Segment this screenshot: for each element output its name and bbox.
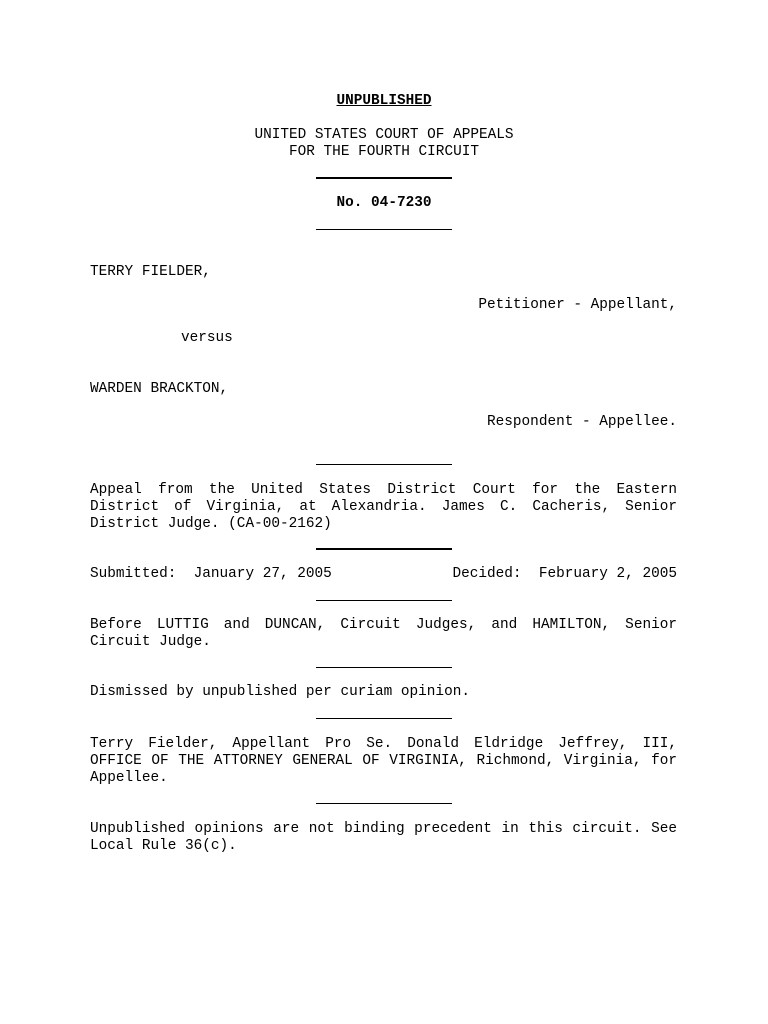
divider-rule: [316, 600, 452, 601]
versus-label: versus: [181, 330, 233, 346]
divider-rule: [316, 177, 452, 179]
decided-date: Decided: February 2, 2005: [452, 566, 677, 582]
dates-row: [90, 566, 677, 583]
notice-paragraph: Unpublished opinions are not binding precedent in this circuit. See Local Rule 36(c).: [90, 821, 677, 854]
court-name-line-2: FOR THE FOURTH CIRCUIT: [289, 144, 479, 160]
court-name-line-1: UNITED STATES COURT OF APPEALS: [254, 127, 514, 143]
divider-rule: [316, 229, 452, 230]
disposition-paragraph: Dismissed by unpublished per curiam opinion.: [90, 684, 470, 700]
divider-rule: [316, 803, 452, 804]
submitted-date: Submitted: January 27, 2005: [90, 566, 332, 582]
divider-rule: [316, 718, 452, 719]
petitioner-role: Petitioner - Appellant,: [478, 297, 677, 313]
panel-paragraph: Before LUTTIG and DUNCAN, Circuit Judges, and HAMILTON, Senior Circuit Judge.: [90, 617, 677, 650]
appeal-paragraph: Appeal from the United States District Court for the Eastern District of Virginia, at Alexandria. James C. Cacheris, Senior District Judge. (CA-00-2162): [90, 482, 677, 532]
respondent-name: WARDEN BRACKTON,: [90, 381, 229, 397]
unpublished-heading: UNPUBLISHED: [336, 93, 432, 109]
divider-rule: [316, 548, 452, 550]
counsel-paragraph: Terry Fielder, Appellant Pro Se. Donald Eldridge Jeffrey, III, OFFICE OF THE ATTORNEY GENERAL OF VIRGINIA, Richmond, Virginia, for Appellee.: [90, 736, 677, 786]
respondent-role: Respondent - Appellee.: [487, 414, 677, 430]
petitioner-name: TERRY FIELDER,: [90, 264, 211, 280]
divider-rule: [316, 667, 452, 668]
case-number: No. 04-7230: [336, 195, 432, 211]
divider-rule: [316, 464, 452, 465]
